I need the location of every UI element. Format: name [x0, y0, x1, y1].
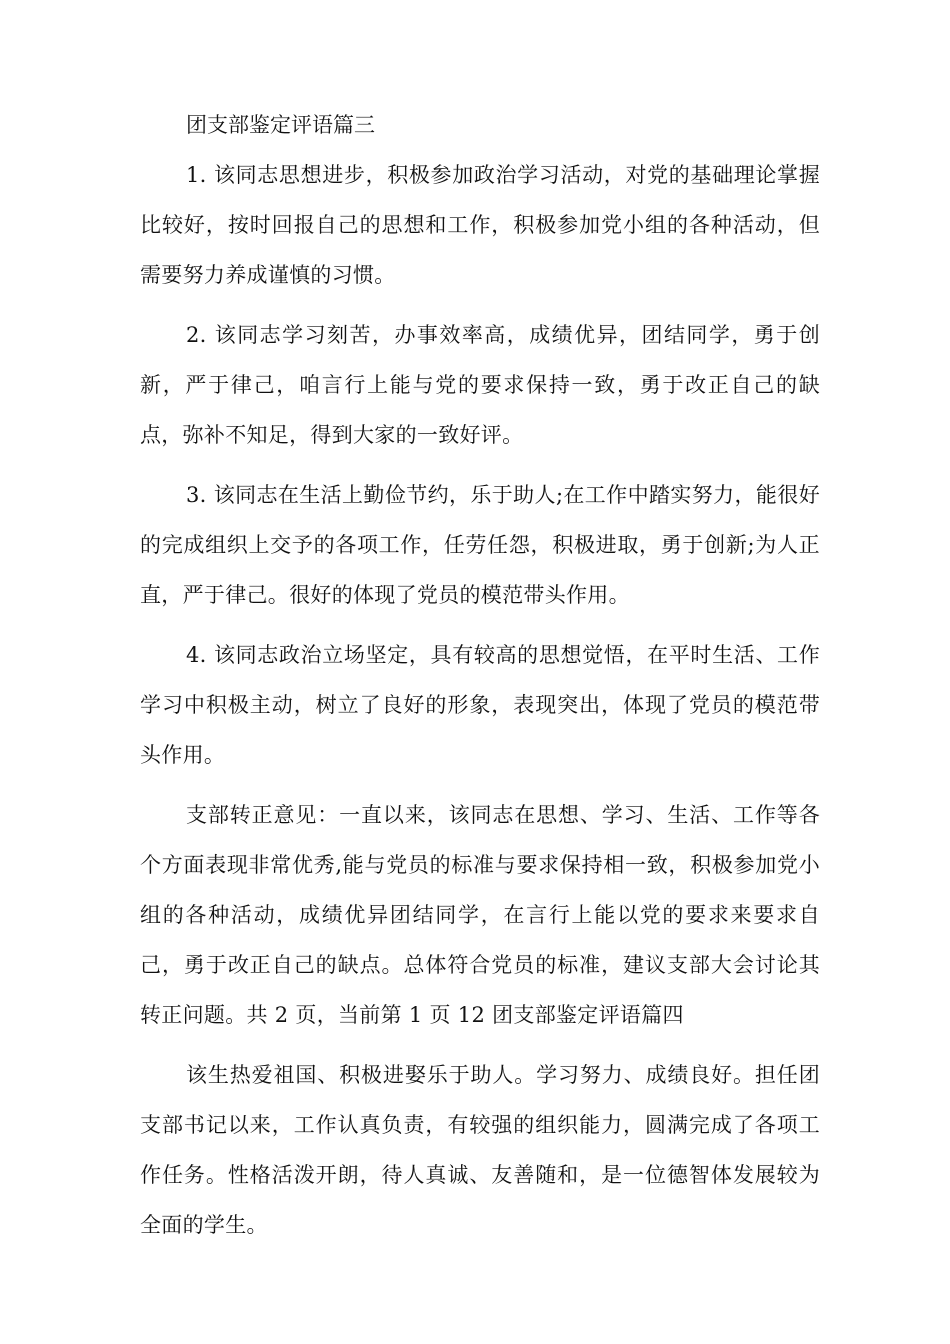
paragraph-2: 2. 该同志学习刻苦，办事效率高，成绩优异，团结同学，勇于创新，严于律己，咱言行上能与党的要求保持一致，勇于改正自己的缺点，弥补不知足，得到大家的一致好评。	[140, 323, 820, 447]
paragraph-3: 3. 该同志在生活上勤俭节约，乐于助人;在工作中踏实努力，能很好的完成组织上交予的各项工作，任劳任怨，积极进取，勇于创新;为人正直，严于律己。很好的体现了党员的模范带头作用。	[140, 483, 820, 607]
paragraph-student-evaluation: 该生热爱祖国、积极进娶乐于助人。学习努力、成绩良好。担任团支部书记以来，工作认真负责，有较强的组织能力，圆满完成了各项工作任务。性格活泼开朗，待人真诚、友善随和，是一位德智体发展较为全面的学生。	[140, 1063, 820, 1237]
section-title: 团支部鉴定评语篇三	[186, 113, 375, 137]
document-body	[140, 100, 820, 1260]
paragraph-4: 4. 该同志政治立场坚定，具有较高的思想觉悟，在平时生活、工作学习中积极主动，树立了良好的形象，表现突出，体现了党员的模范带头作用。	[140, 643, 820, 767]
paragraph-1: 1. 该同志思想进步，积极参加政治学习活动，对党的基础理论掌握比较好，按时回报自己的思想和工作，积极参加党小组的各种活动，但需要努力养成谨慎的习惯。	[140, 163, 820, 287]
paragraph-branch-opinion: 支部转正意见：一直以来，该同志在思想、学习、生活、工作等各个方面表现非常优秀,能与党员的标准与要求保持相一致，积极参加党小组的各种活动，成绩优异团结同学，在言行上能以党的要求来要求自己，勇于改正自己的缺点。总体符合党员的标准，建议支部大会讨论其转正问题。共 2 页，当前第 1 页 12 团支部鉴定评语篇四	[140, 803, 820, 1027]
